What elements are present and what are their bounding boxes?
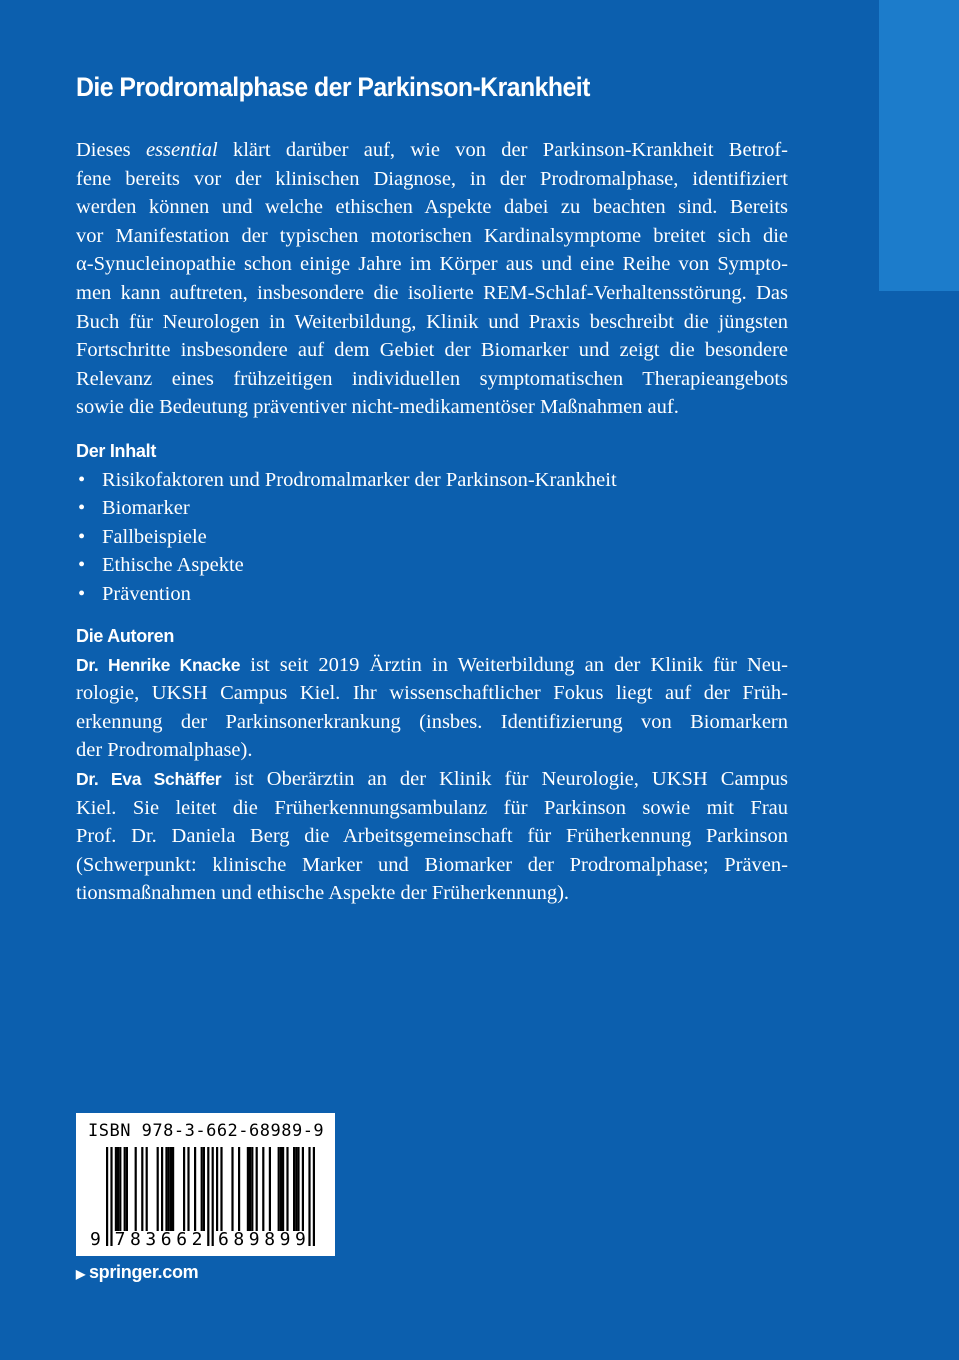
list-item (76, 523, 788, 552)
author-line (76, 765, 788, 794)
barcode-digit: 8 (264, 1229, 276, 1250)
description-line (76, 136, 788, 165)
author-name: Dr. Henrike Knacke (76, 654, 241, 675)
barcode-bar (201, 1147, 203, 1231)
list-item (76, 580, 788, 609)
bullet: • (78, 554, 86, 577)
description-line: sowie die Bedeutung präventiver nicht-medikamentöser Maßnahmen auf. (76, 396, 679, 419)
barcode-bar (286, 1147, 288, 1231)
description-line: α-Synucleinopathie schon einige Jahre im Körper aus und eine Reihe von Sympto- (76, 253, 788, 276)
contents-section (76, 437, 788, 609)
barcode-bar (172, 1147, 174, 1231)
list-item-text: Ethische Aspekte (102, 554, 244, 577)
book-title: Die Prodromalphase der Parkinson-Krankheit (76, 72, 590, 102)
barcode-bar (220, 1147, 222, 1231)
barcode-bar (269, 1147, 271, 1231)
barcode-digit: 9 (248, 1229, 260, 1250)
barcode-bar (106, 1147, 108, 1246)
barcode-bar (203, 1147, 205, 1231)
list-item-text: Risikofaktoren und Prodromalmarker der Parkinson-Krankheit (102, 468, 617, 491)
barcode-bar (308, 1147, 310, 1246)
barcode-bar (165, 1147, 167, 1231)
description-line: Buch für Neurologen in Weiterbildung, Klinik und Praxis beschreibt die jüngsten (76, 310, 788, 333)
barcode-bar (251, 1147, 253, 1231)
description-line: Fortschritte insbesondere auf dem Gebiet der Biomarker und zeigt die besondere (76, 339, 788, 362)
barcode-bar (262, 1147, 264, 1231)
barcode-digit: 9 (279, 1229, 291, 1250)
barcode-bar (207, 1147, 209, 1246)
italic-term: essential (145, 139, 218, 161)
springer-link[interactable] (76, 1262, 198, 1283)
contents-heading: Der Inhalt (76, 441, 157, 461)
author-name: Dr. Eva Schäffer (76, 768, 222, 789)
barcode-bar (117, 1147, 119, 1231)
barcode-bar (110, 1147, 112, 1246)
author-line: Kiel. Sie leitet die Früherkennungsambulanz für Parkinson sowie mit Frau (76, 796, 788, 819)
triangle-right-icon: ▶ (76, 1267, 85, 1281)
author-line (76, 651, 788, 680)
isbn-barcode (76, 1113, 335, 1256)
list-item-text: Fallbeispiele (102, 525, 207, 548)
barcode-bar (247, 1147, 249, 1231)
barcode-bar (141, 1147, 143, 1231)
barcode-bar (183, 1147, 185, 1231)
barcode-bar (216, 1147, 218, 1231)
barcode-bar (161, 1147, 163, 1231)
description-line: Relevanz eines frühzeitigen individuellen symptomatischen Therapieangebots (76, 367, 788, 390)
author-line: Prof. Dr. Daniela Berg die Arbeitsgemeinschaft für Früherkennung Parkinson (76, 825, 788, 848)
text: klärt darüber auf, wie von der Parkinson-Krankheit Betrof- (217, 139, 788, 161)
list-item (76, 494, 788, 523)
description-line: men kann auftreten, insbesondere die isolierte REM-Schlaf-Verhaltensstörung. Das (76, 281, 788, 304)
text: Dieses (76, 139, 146, 161)
barcode-digit: 2 (191, 1229, 203, 1250)
list-item (76, 551, 788, 580)
barcode-digit: 3 (145, 1229, 157, 1250)
barcode-bar (302, 1147, 304, 1231)
author-line: erkennung der Parkinsonerkrankung (insbes. Identifizierung von Biomarkern (76, 710, 788, 733)
barcode-bar (124, 1147, 126, 1231)
barcode-bar (135, 1147, 137, 1231)
barcode-digit: 9 (90, 1229, 101, 1250)
barcode-digit: 6 (218, 1229, 229, 1250)
author-line: (Schwerpunkt: klinische Marker und Biomarker der Prodromalphase; Präven- (76, 853, 788, 876)
barcode-bar (249, 1147, 251, 1231)
barcode-digit: 7 (114, 1229, 126, 1250)
barcode-bar (295, 1147, 297, 1231)
barcode-bar (293, 1147, 295, 1231)
barcode-digit: 8 (130, 1229, 141, 1250)
author-line: rologie, UKSH Campus Kiel. Ihr wissenschaftlicher Fokus liegt auf der Früh- (76, 682, 788, 705)
barcode-bar (119, 1147, 121, 1231)
barcode-bar (187, 1147, 189, 1231)
barcode-bar (278, 1147, 280, 1231)
barcode-bar (168, 1147, 170, 1231)
barcode-digit: 8 (233, 1229, 245, 1250)
description-line: werden können und welche ethischen Aspekte dabei zu beachten sind. Bereits (76, 196, 788, 219)
text: ist Oberärztin an der Klinik für Neurologie, UKSH Campus (221, 767, 788, 790)
description (76, 136, 788, 422)
barcode-bar (115, 1147, 117, 1231)
accent-strip (879, 0, 959, 291)
text: ist seit 2019 Ärztin in Weiterbildung an der Klinik für Neu- (240, 653, 788, 676)
barcode-bar (280, 1147, 282, 1231)
barcode-digit: 6 (176, 1229, 188, 1250)
bullet: • (78, 497, 86, 520)
link-text: springer.com (88, 1262, 199, 1282)
isbn-label: ISBN 978-3-662-68989-9 (88, 1121, 325, 1141)
barcode-bar (126, 1147, 128, 1231)
barcode-digit: 6 (160, 1229, 172, 1250)
barcode-bar (170, 1147, 172, 1231)
barcode-bar (231, 1147, 233, 1231)
barcode-bar (238, 1147, 240, 1231)
description-line: fene bereits vor der klinischen Diagnose, in der Prodromalphase, identifiziert (76, 167, 788, 190)
barcode-bar (282, 1147, 284, 1231)
list-item-text: Prävention (102, 582, 191, 605)
list-item (76, 466, 788, 495)
author-line: der Prodromalphase). (76, 739, 253, 762)
barcode-digit: 9 (295, 1229, 306, 1250)
bullet: • (78, 468, 86, 491)
bullet: • (78, 582, 86, 605)
bullet: • (78, 525, 86, 548)
barcode-bar (146, 1147, 148, 1231)
barcode-bar (157, 1147, 159, 1231)
barcode-bar (212, 1147, 214, 1246)
author-line: tionsmaßnahmen und ethische Aspekte der Früherkennung). (76, 882, 570, 905)
barcode-bar (256, 1147, 258, 1231)
barcode-bar (194, 1147, 196, 1231)
barcode-bar (313, 1147, 315, 1246)
description-line: vor Manifestation der typischen motorischen Kardinalsymptome breitet sich die (76, 224, 788, 247)
barcode-bar (297, 1147, 299, 1231)
authors-heading: Die Autoren (76, 626, 175, 646)
authors-section (76, 622, 788, 908)
list-item-text: Biomarker (102, 497, 190, 520)
